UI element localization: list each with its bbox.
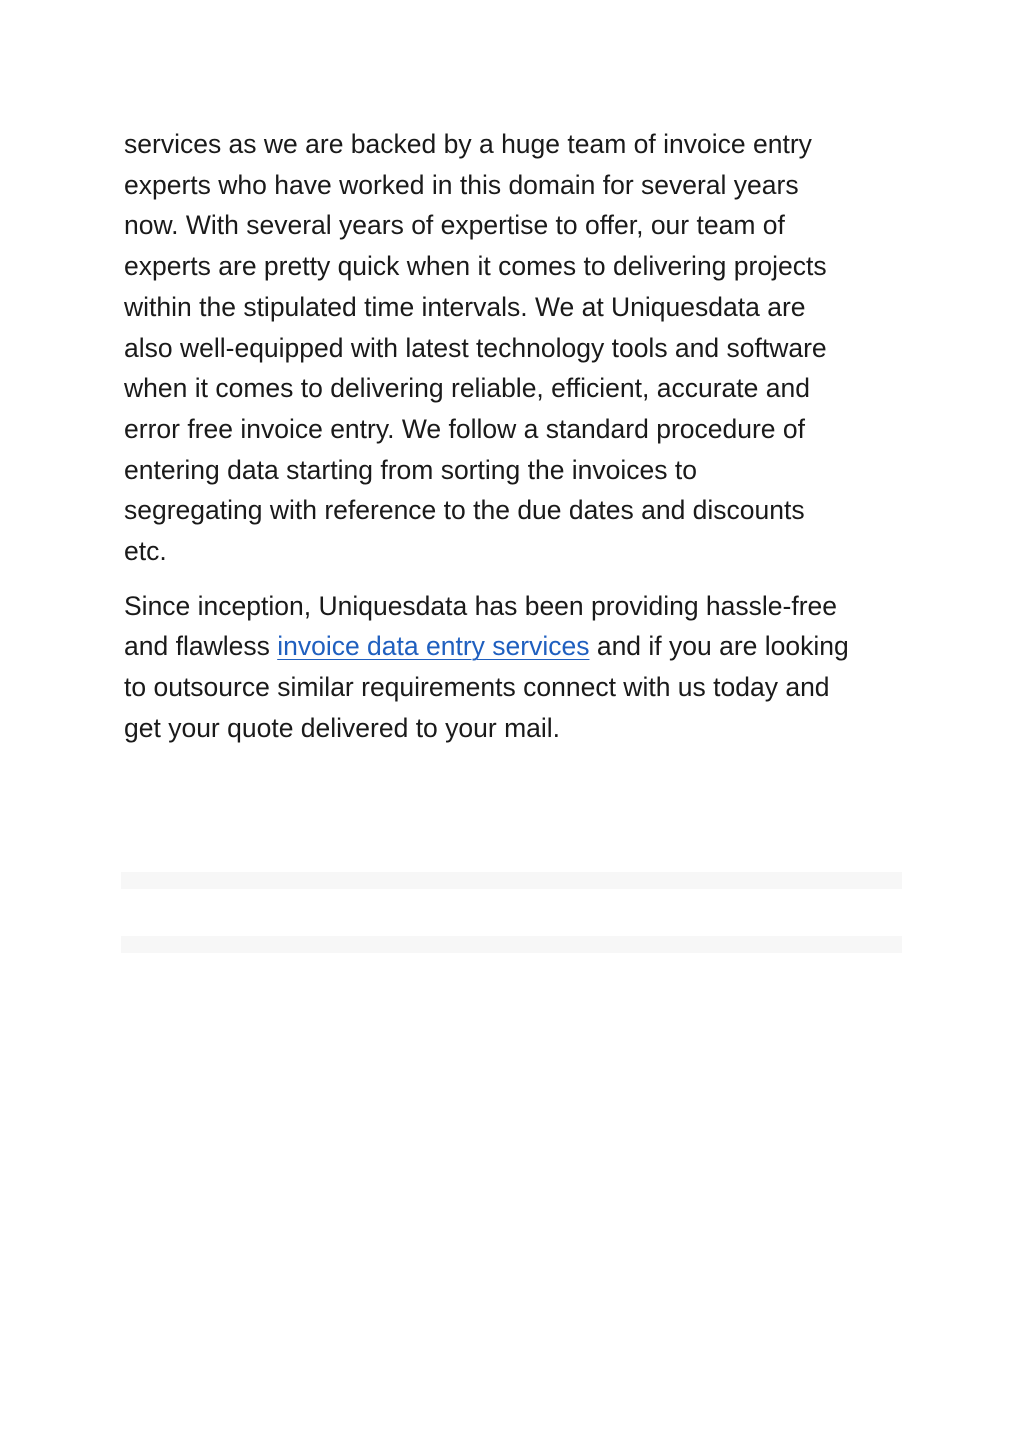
paragraph-line: error free invoice entry. We follow a standard procedure of [124,413,805,444]
text-after-link: and if you are looking [589,631,849,662]
paragraph-line: within the stipulated time intervals. We at Uniquesdata are [124,291,806,322]
paragraph-2 [124,586,904,749]
divider-band [121,872,902,889]
paragraph-line: Since inception, Uniquesdata has been providing hassle-free [124,590,838,621]
paragraph-line: segregating with reference to the due dates and discounts [124,495,805,526]
divider-band [121,936,902,953]
paragraph-line: services as we are backed by a huge team of invoice entry [124,129,812,159]
paragraph-line: etc. [124,536,167,567]
body-text [124,124,904,749]
text-before-link: and flawless [124,631,278,662]
invoice-data-entry-services-link[interactable]: invoice data entry services [277,631,590,662]
paragraph-line: experts who have worked in this domain for several years [124,169,799,200]
paragraph-line: experts are pretty quick when it comes to delivering projects [124,251,827,282]
paragraph-line: get your quote delivered to your mail. [124,712,561,743]
paragraph-line: also well-equipped with latest technology tools and software [124,332,827,363]
paragraph-1 [124,124,904,572]
paragraph-line: to outsource similar requirements connect with us today and [124,672,830,703]
paragraph-line-with-link [124,626,904,667]
paragraph-line: when it comes to delivering reliable, efficient, accurate and [124,373,810,404]
paragraph-line: now. With several years of expertise to offer, our team of [124,210,785,241]
paragraph-line: entering data starting from sorting the invoices to [124,454,697,485]
